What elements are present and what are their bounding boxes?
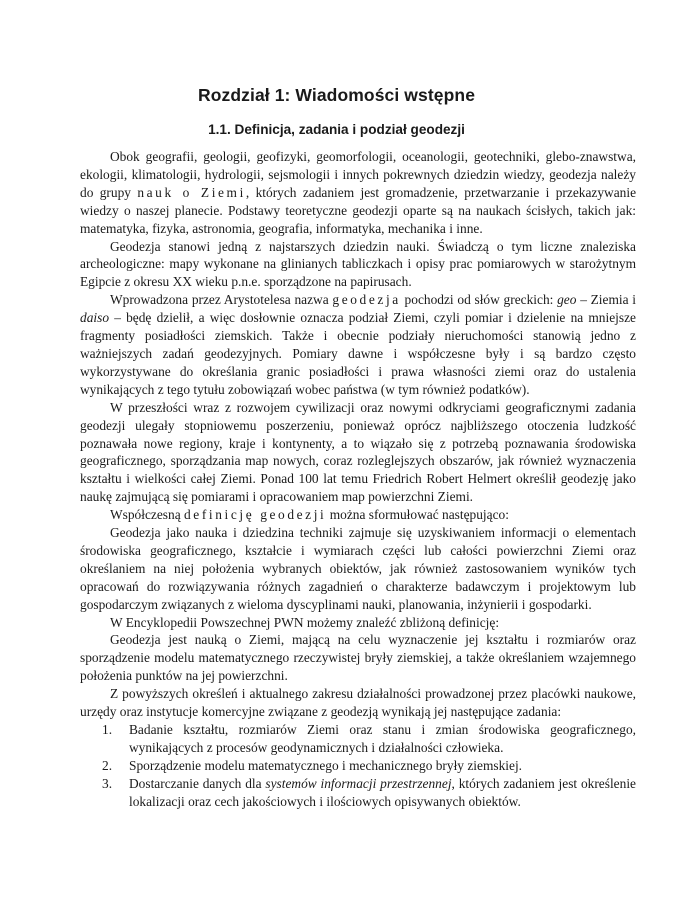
list-number: 2. — [102, 757, 113, 773]
p3-text-c: pochodzi od słów greckich: — [400, 292, 558, 308]
list-number: 3. — [102, 775, 113, 791]
p3-italic-daiso: daiso — [80, 310, 110, 326]
paragraph-4: W przeszłości wraz z rozwojem cywilizacji oraz nowymi odkryciami geograficznymi zadania geodezji ulegały stopniowemu poszerzeniu, ponieważ oprócz najbliższego otoczenia ludzkość poznawała nowe regiony, kraje i kontynenty, a to wiązało się z potrzebą poznawania środowiska geograficznego, sporządzania map nowych, coraz rozleglejszych obszarów, jak również wyznaczenia kształtu i wielkości całej Ziemi. Ponad 100 lat temu Friedrich Robert Helmert określił geodezję jako naukę zajmującą się pomiarami i opracowaniem map powierzchni Ziemi. — [80, 399, 636, 505]
p1-text-c: , których zadaniem jest gromadzenie, przetwarzanie i przekazywanie wiedzy o naszej planecie. Podstawy teoretyczne geodezji oparte są na naukach ścisłych, takich jak: matematyka, fizyka, astronomia, geografia, informatyka, mechanika i inne. — [80, 184, 637, 236]
list-number: 1. — [102, 722, 113, 737]
p3-text-a: Wprowadzona przez Arystotelesa nazwa — [110, 292, 333, 308]
paragraph-2: Geodezja stanowi jedną z najstarszych dziedzin nauki. Świadczą o tym liczne znaleziska archeologiczne: mapy wykonane na glinianych tabliczkach i opisy prac pomiarowych w starożytnym Egipcie z okresu XX wieku p.n.e. sporządzone na papirusach. — [80, 238, 636, 290]
chapter-title: Rozdział 1: Wiadomości wstępne — [197, 85, 476, 105]
list-item — [80, 775, 636, 811]
list-item — [80, 757, 636, 775]
p3-text-g: – będę dzielił, a więc dosłownie oznacza podział Ziemi, czyli pomiar i dzielenie na mniejsze fragmenty posiadłości ziemskich. Także i obecnie podziały nieruchomości stanowią jedno z ważniejszych zadań geodezyjnych. Pomiary dawne i współczesne były i są bardzo często wykorzystywane do określania granic posiadłości i prawa własności ziemi oraz do ustalenia wynikających z tego tytułu zobowiązań wobec państwa (w tym również podatków). — [80, 310, 636, 397]
paragraph-9: Z powyższych określeń i aktualnego zakresu działalności prowadzonej przez placówki naukowe, urzędy oraz instytucje komercyjne związane z geodezją wynikają jej następujące zadania: — [80, 686, 636, 720]
list-item-text: Sporządzenie modelu matematycznego i mechanicznego bryły ziemskiej. — [129, 757, 523, 773]
list-item-text-c: , których zadaniem jest określenie lokalizacji oraz cech jakościowych i ilościowych opisywanych obiektów. — [129, 775, 636, 809]
paragraph-1 — [80, 148, 636, 238]
p5-spaced-term: definicję geodezji — [184, 507, 327, 523]
section-title: 1.1. Definicja, zadania i podział geodezji — [208, 122, 465, 137]
p3-text-e: – Ziemia i — [576, 292, 637, 308]
p3-italic-geo: geo — [557, 292, 577, 308]
p5-text-a: Współczesną — [110, 507, 184, 523]
paragraph-7: W Encyklopedii Powszechnej PWN możemy znaleźć zbliżoną definicję: — [110, 614, 500, 630]
p1-text-a: Obok geografii, geologii, geofizyki, geomorfologii, oceanologii, geotechniki, glebo-znawstwa, ekologii, klimatologii, hydrologii, sejsmologii i innych pokrewnych dziedzin wiedzy, geodezja należy do grupy — [80, 149, 636, 200]
list-item-italic: systemów informacji przestrzennej — [265, 775, 452, 791]
paragraph-6: Geodezja jako nauka i dziedzina techniki zajmuje się uzyskiwaniem informacji o elementach środowiska geograficznego, kształcie i wymiarach części lub całości powierzchni Ziemi oraz określaniem na niej położenia wybranych obiektów, jak również zastosowaniem wyników tych opracowań do rozwiązywania różnych zagadnień o charakterze badawczym i projektowym lub gospodarczym związanych z wieloma dyscyplinami nauki, planowania, inżynierii i gospodarki. — [80, 525, 636, 612]
p5-text-c: można sformułować następująco: — [326, 507, 509, 523]
body-text — [80, 148, 636, 811]
paragraph-8: Geodezja jest nauką o Ziemi, mającą na celu wyznaczenie jej kształtu i rozmiarów oraz sporządzenie modelu matematycznego rzeczywistej bryły ziemskiej, a także określaniem wzajemnego położenia punktów na jej powierzchni. — [80, 632, 636, 684]
list-item-text: Badanie kształtu, rozmiarów Ziemi oraz stanu i zmian środowiska geograficznego, wynikających z procesów geodynamicznych i działalności człowieka. — [129, 722, 636, 755]
p1-spaced-term: nauk o Ziemi — [137, 184, 246, 200]
list-item-text-a: Dostarczanie danych dla — [129, 775, 266, 791]
task-list — [80, 721, 636, 811]
list-item — [80, 721, 636, 757]
paragraph-5 — [80, 506, 636, 524]
p3-spaced-term: geodezja — [332, 292, 401, 308]
paragraph-3 — [80, 291, 636, 398]
